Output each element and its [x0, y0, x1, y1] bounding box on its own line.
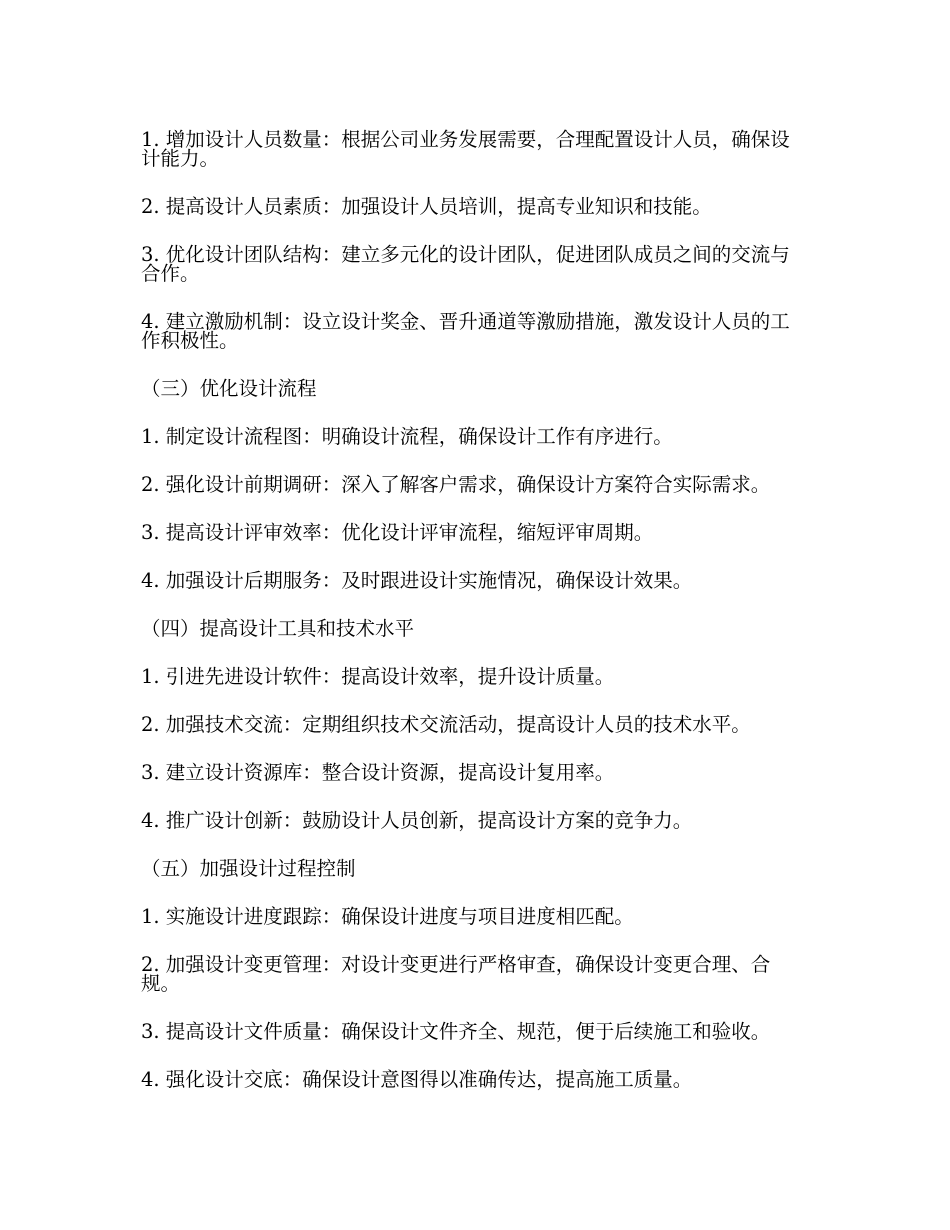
paragraph: 4. 建立激励机制：设立设计奖金、晋升通道等激励措施，激发设计人员的工作积极性。 — [141, 310, 790, 352]
paragraph: 3. 建立设计资源库：整合设计资源，提高设计复用率。 — [141, 761, 615, 784]
paragraph: 1. 实施设计进度跟踪：确保设计进度与项目进度相匹配。 — [141, 905, 634, 928]
document-body — [141, 130, 809, 1118]
section-heading: （四）提高设计工具和技术水平 — [141, 617, 415, 640]
paragraph: 3. 提高设计文件质量：确保设计文件齐全、规范，便于后续施工和验收。 — [141, 1020, 771, 1043]
paragraph: 4. 推广设计创新：鼓励设计人员创新，提高设计方案的竞争力。 — [141, 809, 693, 832]
paragraph: 2. 加强技术交流：定期组织技术交流活动，提高设计人员的技术水平。 — [141, 713, 751, 736]
paragraph: 3. 优化设计团队结构：建立多元化的设计团队，促进团队成员之间的交流与合作。 — [141, 243, 790, 285]
paragraph: 1. 引进先进设计软件：提高设计效率，提升设计质量。 — [141, 665, 615, 688]
paragraph: 2. 提高设计人员素质：加强设计人员培训，提高专业知识和技能。 — [141, 195, 712, 218]
paragraph: 2. 强化设计前期调研：深入了解客户需求，确保设计方案符合实际需求。 — [141, 473, 771, 496]
paragraph: 2. 加强设计变更管理：对设计变更进行严格审查，确保设计变更合理、合规。 — [141, 953, 771, 995]
section-heading: （三）优化设计流程 — [141, 377, 317, 400]
paragraph: 3. 提高设计评审效率：优化设计评审流程，缩短评审周期。 — [141, 521, 654, 544]
paragraph: 1. 增加设计人员数量：根据公司业务发展需要，合理配置设计人员，确保设计能力。 — [141, 128, 790, 170]
paragraph: 1. 制定设计流程图：明确设计流程，确保设计工作有序进行。 — [141, 425, 673, 448]
section-heading: （五）加强设计过程控制 — [141, 857, 356, 880]
paragraph: 4. 强化设计交底：确保设计意图得以准确传达，提高施工质量。 — [141, 1068, 693, 1091]
paragraph: 4. 加强设计后期服务：及时跟进设计实施情况，确保设计效果。 — [141, 569, 693, 592]
